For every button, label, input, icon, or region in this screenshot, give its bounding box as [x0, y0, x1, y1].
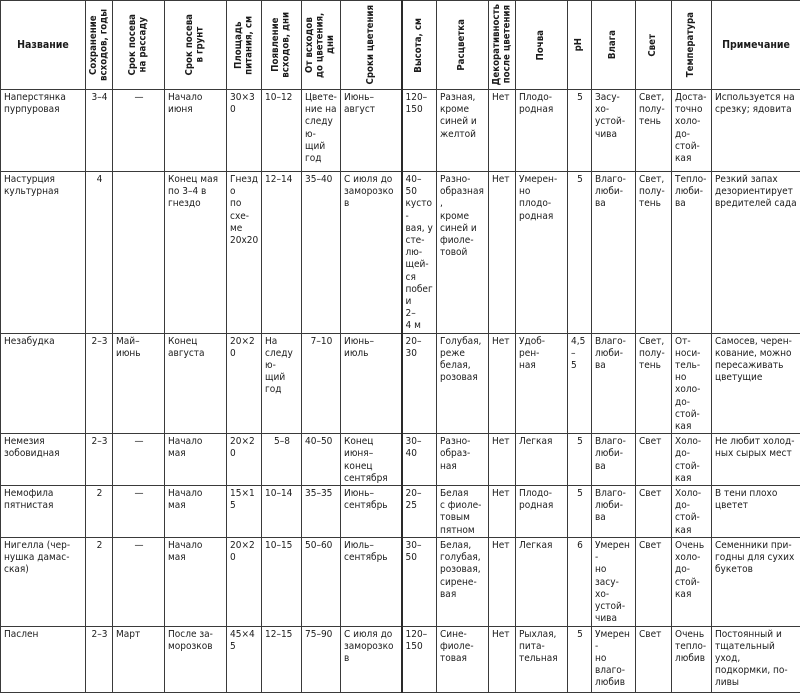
cell-seedling: —: [113, 486, 165, 538]
cell-ground: Начало мая: [165, 486, 227, 538]
table-row: [1, 333, 800, 434]
cell-area: 20×20: [227, 434, 262, 486]
header-moisture: Влага: [592, 1, 636, 90]
cell-soil: Плодо- родная: [516, 486, 568, 538]
cell-bloom: Июнь– июль: [341, 333, 402, 434]
cell-light: Свет, полу- тень: [636, 172, 672, 334]
table-row: [1, 90, 800, 172]
cell-seedling: [113, 172, 165, 334]
cell-preservation: 2–3: [86, 434, 113, 486]
cell-name: Нигелла (чер- нушка дамас- ская): [1, 538, 86, 626]
cell-bloom: Конец июня– конец сентября: [341, 434, 402, 486]
cell-height: 30– 40: [402, 434, 437, 486]
cell-moisture: Умерен- но засу- хо- устой- чива: [592, 538, 636, 626]
cell-ph: 6: [568, 538, 592, 626]
header-bloom-period: Сроки цветения: [341, 1, 402, 90]
cell-height: 120– 150: [402, 90, 437, 172]
cell-temperature: Холо- до- стой- кая: [672, 434, 712, 486]
cell-coloring: Разно- образная, кроме синей и фиоле- товой: [437, 172, 489, 334]
table-row: [1, 172, 800, 334]
cell-bloom: Июль– сентябрь: [341, 538, 402, 626]
cell-light: Свет: [636, 434, 672, 486]
cell-moisture: Умерен- но влаго- любив: [592, 626, 636, 692]
cell-decor: Нет: [489, 172, 516, 334]
cell-note: Самосев, черен- кование, можно пересаживать цветущие: [712, 333, 800, 434]
cell-ph: 5: [568, 172, 592, 334]
table-row: [1, 538, 800, 626]
cell-ground: После за- морозков: [165, 626, 227, 692]
cell-to-bloom: 35–35: [302, 486, 341, 538]
cell-to-bloom: 50–60: [302, 538, 341, 626]
cell-light: Свет, полу- тень: [636, 333, 672, 434]
cell-note: Не любит холод- ных сырых мест: [712, 434, 800, 486]
header-ground-sowing: Срок посева в грунт: [165, 1, 227, 90]
cell-height: 20– 30: [402, 333, 437, 434]
cell-ph: 5: [568, 626, 592, 692]
cell-area: 30×30: [227, 90, 262, 172]
cell-seedling: —: [113, 538, 165, 626]
cell-bloom: Июнь– сентябрь: [341, 486, 402, 538]
cell-area: Гнездо по схе- ме 20x20: [227, 172, 262, 334]
cell-area: 45×45: [227, 626, 262, 692]
header-ph: pH: [568, 1, 592, 90]
cell-temperature: Тепло- люби- ва: [672, 172, 712, 334]
cell-seedling: —: [113, 90, 165, 172]
cell-ground: Начало мая: [165, 434, 227, 486]
cell-preservation: 2–3: [86, 626, 113, 692]
cell-name: Паслен: [1, 626, 86, 692]
header-emergence: Появление всходов, дни: [262, 1, 302, 90]
cell-preservation: 3–4: [86, 90, 113, 172]
cell-decor: Нет: [489, 486, 516, 538]
cell-to-bloom: 35–40: [302, 172, 341, 334]
cell-moisture: Влаго- люби- ва: [592, 434, 636, 486]
cell-ph: 5: [568, 90, 592, 172]
cell-soil: Удоб- рен- ная: [516, 333, 568, 434]
cell-emergence: На следую- щий год: [262, 333, 302, 434]
header-seedling-sowing: Срок посева на рассаду: [113, 1, 165, 90]
cell-area: 20×20: [227, 538, 262, 626]
cell-coloring: Голубая, реже белая, розовая: [437, 333, 489, 434]
cell-name: Настурция культурная: [1, 172, 86, 334]
cell-bloom: С июля до заморозков: [341, 172, 402, 334]
cell-name: Наперстянка пурпуровая: [1, 90, 86, 172]
cell-coloring: Разно- образ- ная: [437, 434, 489, 486]
table-row: [1, 434, 800, 486]
cell-area: 15×15: [227, 486, 262, 538]
cell-bloom: Июнь– август: [341, 90, 402, 172]
cell-bloom: С июля до заморозков: [341, 626, 402, 692]
cell-light: Свет: [636, 486, 672, 538]
cell-ph: 4,5– 5: [568, 333, 592, 434]
header-to-bloom: От всходов до цветения, дни: [302, 1, 341, 90]
cell-temperature: Очень тепло- любив: [672, 626, 712, 692]
cell-seedling: Май– июнь: [113, 333, 165, 434]
cell-coloring: Белая, голубая, розовая, сирене- вая: [437, 538, 489, 626]
cell-soil: Рыхлая, пита- тельная: [516, 626, 568, 692]
cell-ground: Начало июня: [165, 90, 227, 172]
cell-moisture: Засу- хо- устой- чива: [592, 90, 636, 172]
cell-light: Свет: [636, 538, 672, 626]
cell-soil: Умерен- но плодо- родная: [516, 172, 568, 334]
cell-seedling: —: [113, 434, 165, 486]
header-light: Свет: [636, 1, 672, 90]
cell-to-bloom: Цвете- ние на следую- щий год: [302, 90, 341, 172]
cell-name: Незабудка: [1, 333, 86, 434]
cell-note: Постоянный и тщательный уход, подкормки, по- ливы: [712, 626, 800, 692]
cell-to-bloom: 7–10: [302, 333, 341, 434]
cell-area: 20×20: [227, 333, 262, 434]
cell-coloring: Сине- фиоле- товая: [437, 626, 489, 692]
cell-to-bloom: 75–90: [302, 626, 341, 692]
cell-temperature: Доста- точно холо- до- стой- кая: [672, 90, 712, 172]
header-feeding-area: Площадь питания, см: [227, 1, 262, 90]
cell-ground: Конец августа: [165, 333, 227, 434]
cell-ph: 5: [568, 434, 592, 486]
cell-height: 30– 50: [402, 538, 437, 626]
cell-emergence: 5–8: [262, 434, 302, 486]
cell-note: Резкий запах дезориентирует вредителей сада: [712, 172, 800, 334]
cell-note: В тени плохо цветет: [712, 486, 800, 538]
header-height: Высота, см: [402, 1, 437, 90]
cell-ground: Конец мая по 3–4 в гнездо: [165, 172, 227, 334]
cell-to-bloom: 40–50: [302, 434, 341, 486]
header-temperature: Температура: [672, 1, 712, 90]
cell-decor: Нет: [489, 538, 516, 626]
table-row: [1, 626, 800, 692]
cell-decor: Нет: [489, 90, 516, 172]
cell-ph: 5: [568, 486, 592, 538]
cell-soil: Легкая: [516, 434, 568, 486]
header-row: [1, 1, 800, 90]
cell-decor: Нет: [489, 626, 516, 692]
cell-soil: Легкая: [516, 538, 568, 626]
cell-preservation: 2–3: [86, 333, 113, 434]
cell-coloring: Разная, кроме синей и желтой: [437, 90, 489, 172]
cell-coloring: Белая с фиоле- товым пятном: [437, 486, 489, 538]
cell-emergence: 10–12: [262, 90, 302, 172]
header-soil: Почва: [516, 1, 568, 90]
cell-moisture: Влаго- люби- ва: [592, 486, 636, 538]
cell-height: 120– 150: [402, 626, 437, 692]
cell-temperature: Холо- до- стой- кая: [672, 486, 712, 538]
cell-temperature: Очень холо- до- стой- кая: [672, 538, 712, 626]
table-row: [1, 486, 800, 538]
cell-emergence: 12–14: [262, 172, 302, 334]
cell-decor: Нет: [489, 434, 516, 486]
cell-name: Немофила пятнистая: [1, 486, 86, 538]
cell-height: 40– 50 кусто- вая, у сте- лю- щей- ся побеги 2– 4 м: [402, 172, 437, 334]
cell-emergence: 10–14: [262, 486, 302, 538]
cell-note: Используется на срезку; ядовита: [712, 90, 800, 172]
cell-preservation: 2: [86, 538, 113, 626]
cell-preservation: 4: [86, 172, 113, 334]
header-name: Название: [1, 1, 86, 90]
cell-light: Свет: [636, 626, 672, 692]
cell-decor: Нет: [489, 333, 516, 434]
header-coloring: Расцветка: [437, 1, 489, 90]
cell-emergence: 12–15: [262, 626, 302, 692]
cell-name: Немезия зобовидная: [1, 434, 86, 486]
cell-note: Семенники при- годны для сухих букетов: [712, 538, 800, 626]
header-note: Примечание: [712, 1, 800, 90]
cell-moisture: Влаго- люби- ва: [592, 333, 636, 434]
cell-soil: Плодо- родная: [516, 90, 568, 172]
header-preservation: Сохранение всходов, годы: [86, 1, 113, 90]
cell-preservation: 2: [86, 486, 113, 538]
cell-seedling: Март: [113, 626, 165, 692]
cell-temperature: От- носи- тель- но холо- до- стой- кая: [672, 333, 712, 434]
cell-emergence: 10–15: [262, 538, 302, 626]
header-decorativeness: Декоративность после цветения: [489, 1, 516, 90]
cell-moisture: Влаго- люби- ва: [592, 172, 636, 334]
cell-light: Свет, полу- тень: [636, 90, 672, 172]
cell-height: 20– 25: [402, 486, 437, 538]
cell-ground: Начало мая: [165, 538, 227, 626]
